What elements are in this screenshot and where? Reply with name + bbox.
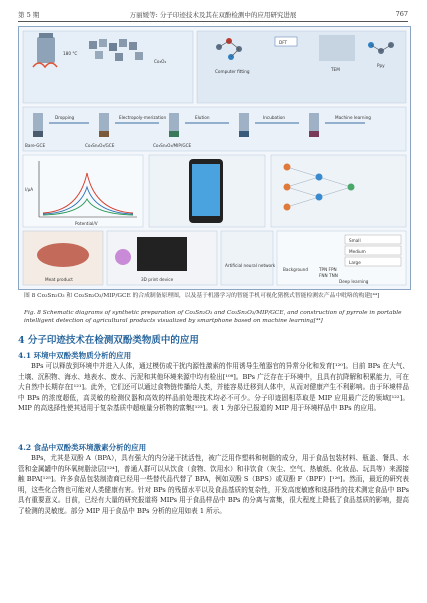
figure-8-illustration	[19, 27, 410, 289]
potential-axis-label: Potential/V	[75, 221, 98, 226]
print-device-image	[137, 237, 187, 271]
color-wheel	[115, 249, 131, 265]
ann-label: Artificial neural network	[225, 263, 276, 268]
running-title: 万丽媛等: 分子印迹技术及其在双酚检测中的应用研究进展	[129, 11, 297, 19]
deep-learning-label: Deep learning	[339, 279, 369, 284]
tem-label: TEM	[331, 67, 340, 72]
fnn-tnn-label: FNN TNN	[319, 273, 338, 278]
co3o4-label: Co₃O₄	[154, 59, 167, 64]
figure-8	[18, 26, 411, 290]
electropolymerization-label: Electropoly-merization	[119, 115, 167, 120]
temp-label: 180 °C	[63, 51, 78, 56]
section-title: 4 分子印迹技术在检测双酚类物质中的应用	[18, 335, 199, 346]
subsection-4-2-paragraph: BPs，尤其是双酚 A（BPA），具有强大的内分泌干扰活性，被广泛用作塑料和树脂的成分，用于食品包装材料、瓶盖、餐具、水管和金属罐中的环氧树脂涂层[¹²⁴]，普通人群可以从饮食（食物、饮用水）和非饮食（灰尘、空气、热敏纸、化妆品、玩具等）来源接触 BPA[¹²⁵]。许多食品包装制造商已经用一些替代品代替了 BPA，例如双酚 S（BPS）或双酚 F（BPF）[¹²⁶]。然而，最近的研究表明，这些化合物也可能对人类健康有害。针对 BPs 的残留水平以及食品基质的复杂性，开发高度敏感和选择性的技术测定食品中 BPs 具有重要意义。目前，已经有大量的研究报道将 MIPs 用于食品样品中 BPs 的分离与富集，很大程度上降低了食品基质的影响，提高了检测的灵敏度。部分 MIP 用于食品中 BPs 分析的应用如表 1 所示。	[18, 454, 409, 515]
figure-caption-en: Fig. 8 Schematic diagrams of synthetic preparation of Co₃Sn₂O₃ and Co₃Sn₂O₃/MIP/GCE, and construction of pyrrole in portable intelligent detection of agricultural products visualized by smartphone based on machine learning[⁴⁴]	[24, 310, 402, 324]
subsection-4-1-title: 4.1 环境中双酚类物质分析的应用	[18, 351, 132, 360]
incubation-label: Incubation	[263, 115, 286, 120]
meat-product-image	[37, 243, 89, 267]
co3sno3-gce-label: Co₃Sn₂O₃/GCE	[85, 143, 115, 148]
subsection-4-2-title: 4.2 食品中双酚类环境激素分析的应用	[18, 443, 147, 452]
tpn-fpn-label: TPN FPN	[319, 267, 337, 272]
background-label: Background	[283, 267, 308, 272]
electrode-process-row	[23, 107, 406, 151]
tem-image	[319, 35, 355, 61]
autoclave-vessel	[37, 37, 55, 63]
large-label: Large	[349, 260, 361, 265]
bare-gce-label: Bare-GCE	[25, 143, 46, 148]
computer-fitting-label: Computer fitting	[215, 69, 250, 74]
small-label: Small	[349, 238, 361, 243]
current-axis-label: I/μA	[25, 187, 34, 192]
medium-label: Medium	[349, 249, 366, 254]
ppy-label: Ppy	[377, 63, 385, 68]
running-header	[18, 9, 408, 22]
ann-panel	[221, 231, 273, 285]
machine-learning-label: Machine learning	[335, 115, 371, 120]
meat-product-label: Meat product	[45, 277, 73, 282]
dft-label: DFT	[279, 40, 288, 45]
elution-label: Elution	[195, 115, 210, 120]
dropping-label: Dropping	[55, 115, 75, 120]
mip-gce-label: Co₃Sn₂O₃/MIP/GCE	[153, 143, 192, 148]
print-device-label: 3D print device	[141, 277, 174, 282]
smartphone-screen	[192, 164, 220, 216]
page-number: 767	[395, 10, 408, 18]
autoclave-lid	[39, 33, 53, 38]
issue-number: 第 5 期	[18, 11, 40, 19]
voltammogram-panel	[23, 155, 143, 227]
figure-caption-cn: 图 8 Co₃Sn₂O₃ 和 Co₃Sn₂O₃/MIP/GCE 的合成制备原理图，以及基于机器学习的智能手机可视化猪携式智能检测农产品中吡咯的构建[⁴⁴]	[24, 293, 380, 299]
subsection-4-1-paragraph: BPs 可以释放到环境中并进入人体，通过模仿或干扰内源性激素的作用诱导生殖器官的异常分化和发育[¹²⁰]。目前 BPs 在大气、土壤、沉积物、海水、地表水、废水、污泥和其他环境来源中均有检出[¹⁰⁸]。BPs 广泛存在于环境中，且具有抗降解和积累能力，可在大自然中长期存在[¹²¹]。此外，它们还可以通过食物链传播给人类，并能容易迁移到人体中，从而对健康产生不利影响。由于环境样品中 BPs 的浓度超低，高灵敏的检测仪器和高效的样品前处理技术均必不可少。分子印迹固相萃取是 MIP 应用最广泛的领域[¹²²]。MIP 的高选择性使其适用于复杂基质中超痕量分析物的富集[¹²³]。表 1 为部分已报道的 MIP 用于环境样品中 BPs 的应用。	[18, 362, 409, 412]
